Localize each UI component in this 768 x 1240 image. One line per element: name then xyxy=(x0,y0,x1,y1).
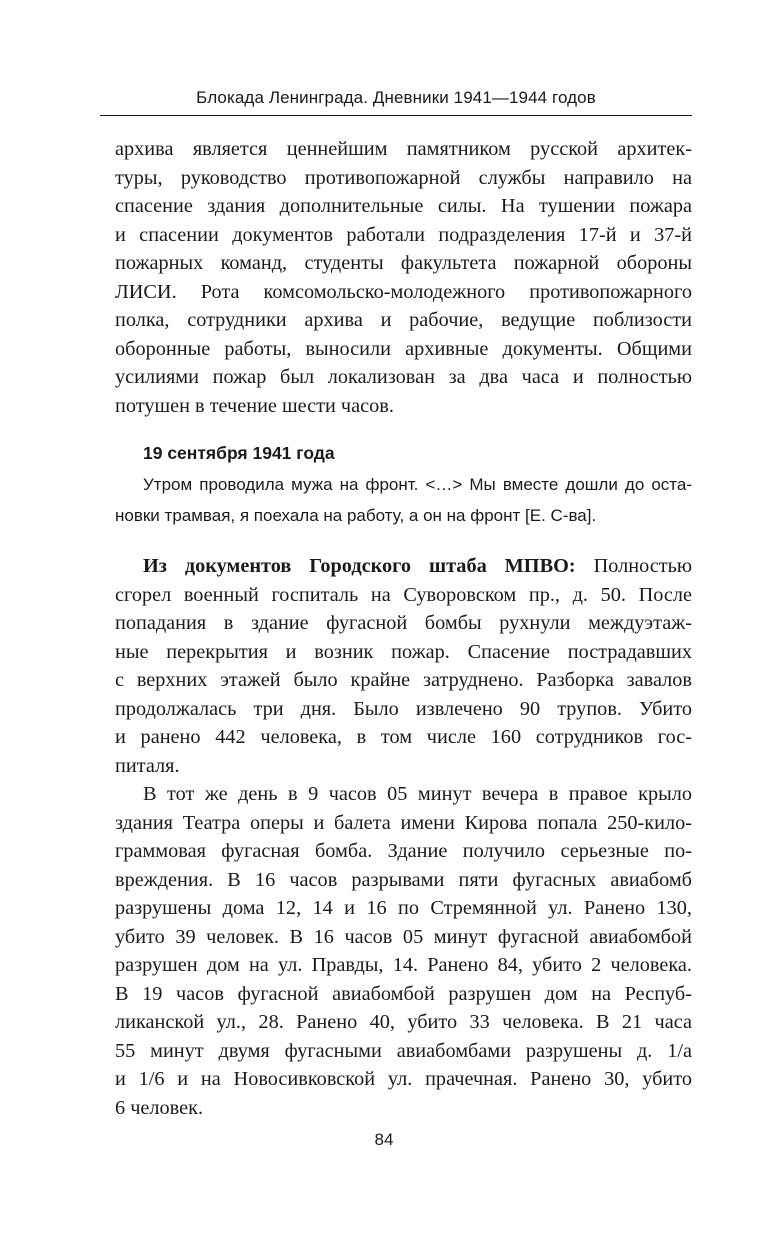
paragraph-archive xyxy=(115,135,692,420)
text-line: вреждения. В 16 часов разрывами пяти фугасных авиабомб xyxy=(115,868,692,891)
document-source-lead: Из документов Городского штаба МПВО: xyxy=(143,555,576,577)
text-line: ные перекрытия и возник пожар. Спасение пострадавших xyxy=(115,640,692,663)
text-line: сгорел военный госпиталь на Суворовском пр., д. 50. После xyxy=(115,583,692,606)
text-line: убито 39 человек. В 16 часов 05 минут фугасной авиабомбой xyxy=(115,925,692,948)
page-number: 84 xyxy=(374,1130,394,1149)
text-line: разрушен дом на ул. Правды, 14. Ранено 84, убито 2 человека. xyxy=(115,954,692,976)
paragraph-theatre xyxy=(115,780,692,1122)
text-line: потушен в течение шести часов. xyxy=(115,394,394,417)
text-line: и спасении документов работали подразделения 17-й и 37-й xyxy=(115,223,692,246)
text-line: питаля. xyxy=(115,754,180,777)
text-line: оборонные работы, выносили архивные документы. Общими xyxy=(115,337,692,360)
text-line: В тот же день в 9 часов 05 минут вечера в правое крыло xyxy=(143,783,692,805)
diary-entry xyxy=(115,469,692,531)
text-line: ликанской ул., 28. Ранено 40, убито 33 человека. В 21 часа xyxy=(115,1011,692,1033)
text-line: архива является ценнейшим памятником русской архитек- xyxy=(115,138,692,160)
text-line: 6 человек. xyxy=(115,1096,204,1119)
text-line: граммовая фугасная бомба. Здание получило серьезные по- xyxy=(115,840,692,862)
text-line: продолжалась три дня. Было извлечено 90 трупов. Убито xyxy=(115,697,692,720)
text-line xyxy=(115,552,692,581)
text-line: туры, руководство противопожарной службы направило на xyxy=(115,166,692,189)
text-line: спасение здания дополнительные силы. На тушении пожара xyxy=(115,195,692,217)
text-line: с верхних этажей было крайне затруднено. Разборка завалов xyxy=(115,669,692,691)
text-line: полка, сотрудники архива и рабочие, ведущие поблизости xyxy=(115,309,692,331)
text-line: ЛИСИ. Рота комсомольско-молодежного противопожарного xyxy=(115,280,692,303)
paragraph-mpvo xyxy=(115,552,692,780)
text-line: новки трамвая, я поехала на работу, а он на фронт [Е. С-ва]. xyxy=(115,506,597,525)
text-line: Утром проводила мужа на фронт. <…> Мы вместе дошли до оста- xyxy=(143,475,692,494)
text-line: усилиями пожар был локализован за два часа и полностью xyxy=(115,366,692,388)
text-line: 55 минут двумя фугасными авиабомбами разрушены д. 1/а xyxy=(115,1039,692,1062)
header-rule xyxy=(100,115,692,116)
text-line: разрушены дома 12, 14 и 16 по Стремянной ул. Ранено 130, xyxy=(115,897,692,919)
text-line: и ранено 442 человека, в том числе 160 сотрудников гос- xyxy=(115,726,692,748)
text-line: В 19 часов фугасной авиабомбой разрушен дом на Респуб- xyxy=(115,982,692,1005)
diary-date-heading: 19 сентября 1941 года xyxy=(143,443,335,463)
text-fragment: Полностью xyxy=(575,555,692,577)
text-line: пожарных команд, студенты факультета пожарной обороны xyxy=(115,252,692,274)
running-title: Блокада Ленинграда. Дневники 1941—1944 годов xyxy=(196,88,596,107)
text-line: здания Театра оперы и балета имени Кирова попала 250-кило- xyxy=(115,811,692,834)
text-line: и 1/6 и на Новосивковской ул. прачечная. Ранено 30, убито xyxy=(115,1068,692,1090)
text-line: попадания в здание фугасной бомбы рухнули междуэтаж- xyxy=(115,612,692,634)
